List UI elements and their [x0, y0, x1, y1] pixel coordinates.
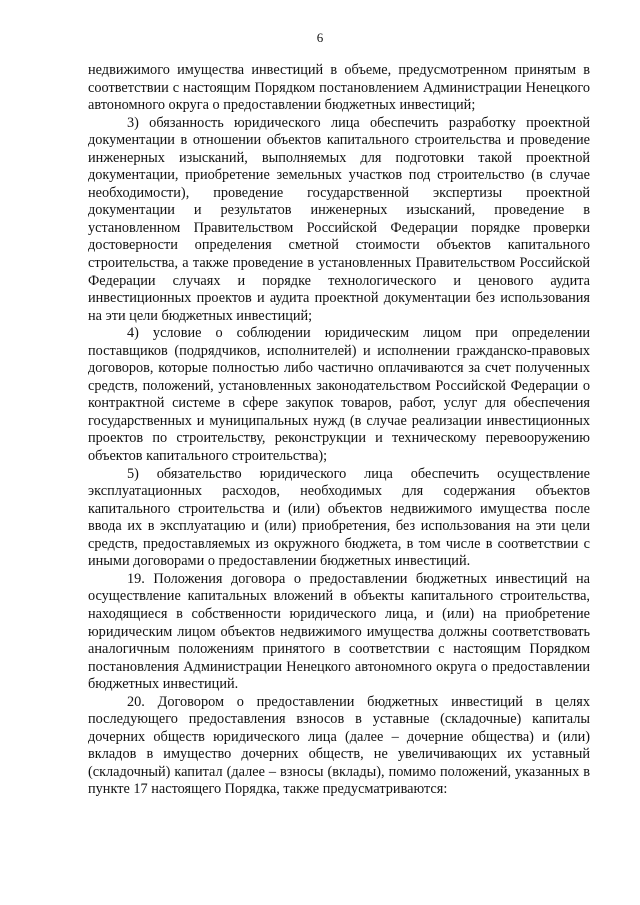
paragraph-item-5: 5) обязательство юридического лица обеспечить осуществление эксплуатационных расходов, необходимых для содержания объектов капитального строительства и (или) объектов недвижимого имущества после ввода их в эксплуатацию и (или) приобретения, без использования на эти цели средств, предоставляемых из окружного бюджета, в том числе в соответствии с иными договорами о предоставлении бюджетных инвестиций. — [88, 465, 590, 570]
paragraph-clause-19: 19. Положения договора о предоставлении бюджетных инвестиций на осуществление капитальных вложений в объекты капитального строительства, находящиеся в собственности юридического лица, и (или) на приобретение юридическим лицом объектов недвижимого имущества должны соответствовать аналогичным положениям принятого в соответствии с настоящим Порядком постановления Администрации Ненецкого автономного округа о предоставлении бюджетных инвестиций. — [88, 570, 590, 693]
page-number: 6 — [316, 30, 324, 45]
document-body — [88, 62, 590, 799]
paragraph-item-4: 4) условие о соблюдении юридическим лицом при определении поставщиков (подрядчиков, исполнителей) и исполнении гражданско-правовых договоров, которые полностью либо частично оплачиваются за счет полученных средств, положений, установленных законодательством Российской Федерации о контрактной системе в сфере закупок товаров, работ, услуг для обеспечения государственных и муниципальных нужд (в случае реализации инвестиционных проектов по строительству, реконструкции и техническому перевооружению объектов капитального строительства); — [88, 325, 590, 465]
paragraph-clause-20: 20. Договором о предоставлении бюджетных инвестиций в целях последующего предоставления взносов в уставные (складочные) капиталы дочерних обществ юридического лица (далее – дочерние общества) и (или) вкладов в имущество дочерних обществ, не увеличивающих их уставный (складочный) капитал (далее – взносы (вклады), помимо положений, указанных в пункте 17 настоящего Порядка, также предусматриваются: — [88, 693, 590, 798]
paragraph-continuation: недвижимого имущества инвестиций в объеме, предусмотренном принятым в соответствии с настоящим Порядком постановлением Администрации Ненецкого автономного округа о предоставлении бюджетных инвестиций; — [88, 62, 590, 114]
paragraph-item-3: 3) обязанность юридического лица обеспечить разработку проектной документации в отношении объектов капитального строительства и проведение инженерных изысканий, выполняемых для подготовки такой проектной документации, приобретение земельных участков под строительство (в случае необходимости), проведение государственной экспертизы проектной документации и результатов инженерных изысканий, проведение в установленном Правительством Российской Федерации порядке проверки достоверности определения сметной стоимости объектов капитального строительства, а также проведение в установленных Правительством Российской Федерации случаях и порядке технологического и ценового аудита инвестиционных проектов и аудита проектной документации без использования на эти цели бюджетных инвестиций; — [88, 114, 590, 324]
